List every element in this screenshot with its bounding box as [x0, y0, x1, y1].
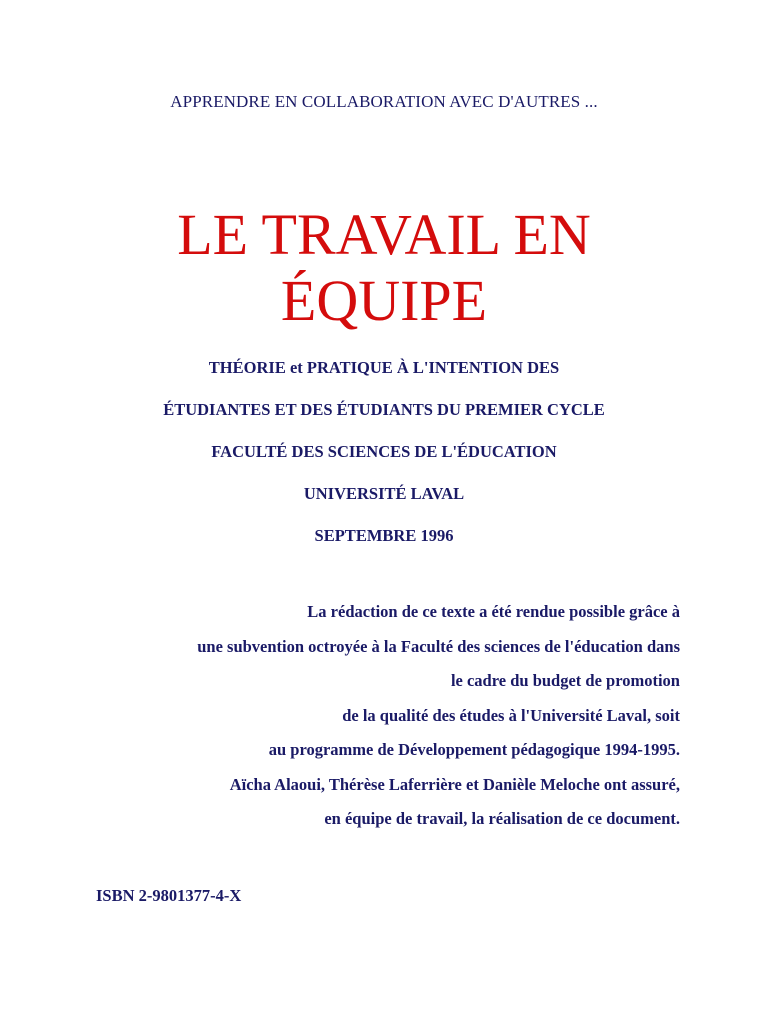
subtitle-date: SEPTEMBRE 1996	[314, 526, 454, 545]
subtitle-university: UNIVERSITÉ LAVAL	[303, 484, 465, 503]
credits-line: de la qualité des études à l'Université Laval, soit	[342, 705, 680, 725]
title-line-2: ÉQUIPE	[280, 268, 488, 333]
isbn-number: ISBN 2-9801377-4-X	[96, 886, 242, 905]
credits-line: en équipe de travail, la réalisation de ce document.	[324, 809, 680, 828]
credits-line: une subvention octroyée à la Faculté des sciences de l'éducation dans	[197, 636, 680, 656]
subtitle-block	[0, 356, 768, 566]
document-title	[0, 202, 768, 334]
title-line-1: LE TRAVAIL EN	[177, 202, 591, 267]
credits-line: Aïcha Alaoui, Thérèse Laferrière et Danièle Meloche ont assuré,	[229, 774, 680, 794]
subtitle-line: THÉORIE et PRATIQUE À L'INTENTION DES	[208, 358, 560, 377]
subtitle-faculty: FACULTÉ DES SCIENCES DE L'ÉDUCATION	[211, 442, 557, 461]
credits-paragraph	[60, 600, 680, 842]
credits-line: au programme de Développement pédagogique 1994-1995.	[268, 740, 680, 759]
credits-line: le cadre du budget de promotion	[450, 671, 680, 690]
credits-line: La rédaction de ce texte a été rendue possible grâce à	[307, 602, 680, 621]
subtitle-line: ÉTUDIANTES ET DES ÉTUDIANTS DU PREMIER CYCLE	[163, 400, 605, 419]
series-heading: APPRENDRE EN COLLABORATION AVEC D'AUTRES ...	[170, 92, 598, 111]
